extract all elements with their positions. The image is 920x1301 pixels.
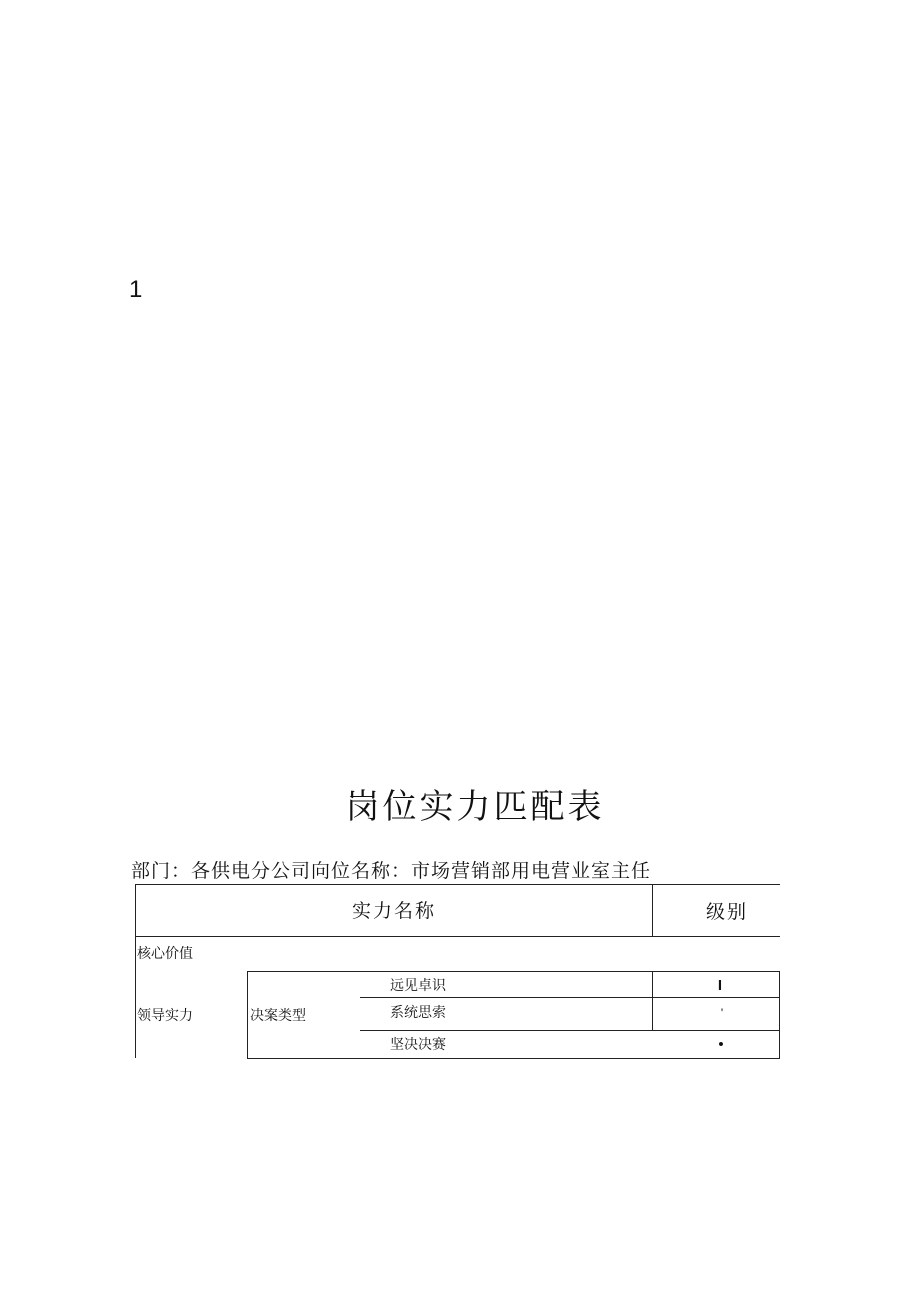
item-level: ' <box>720 1006 724 1020</box>
table-rule <box>135 884 780 885</box>
table-rule <box>779 971 780 1058</box>
item-name: 系统思索 <box>390 1005 446 1021</box>
item-level: • <box>718 1036 724 1053</box>
core-value-label: 核心价值 <box>137 946 193 962</box>
table-rule <box>135 936 780 937</box>
department-line: 部门：各供电分公司向位名称：市场营销部用电营业室主任 <box>131 860 652 882</box>
item-name: 远见卓识 <box>390 978 446 994</box>
document-title: 岗位实力匹配表 <box>345 787 605 827</box>
header-level: 级别 <box>706 901 749 923</box>
item-name: 坚决决赛 <box>390 1037 446 1053</box>
table-rule <box>652 884 653 936</box>
table-rule <box>360 1030 780 1031</box>
table-rule <box>247 971 248 1058</box>
table-rule <box>360 997 780 998</box>
item-level: I <box>717 977 723 994</box>
table-rule <box>247 971 780 972</box>
decision-subcategory: 决案类型 <box>250 1008 306 1024</box>
table-rule <box>247 1058 780 1059</box>
table-rule <box>135 884 136 1058</box>
table-rule <box>652 971 653 1030</box>
leadership-category: 领导实力 <box>137 1008 193 1024</box>
page-number: 1 <box>129 276 143 303</box>
header-capability-name: 实力名称 <box>352 900 437 922</box>
